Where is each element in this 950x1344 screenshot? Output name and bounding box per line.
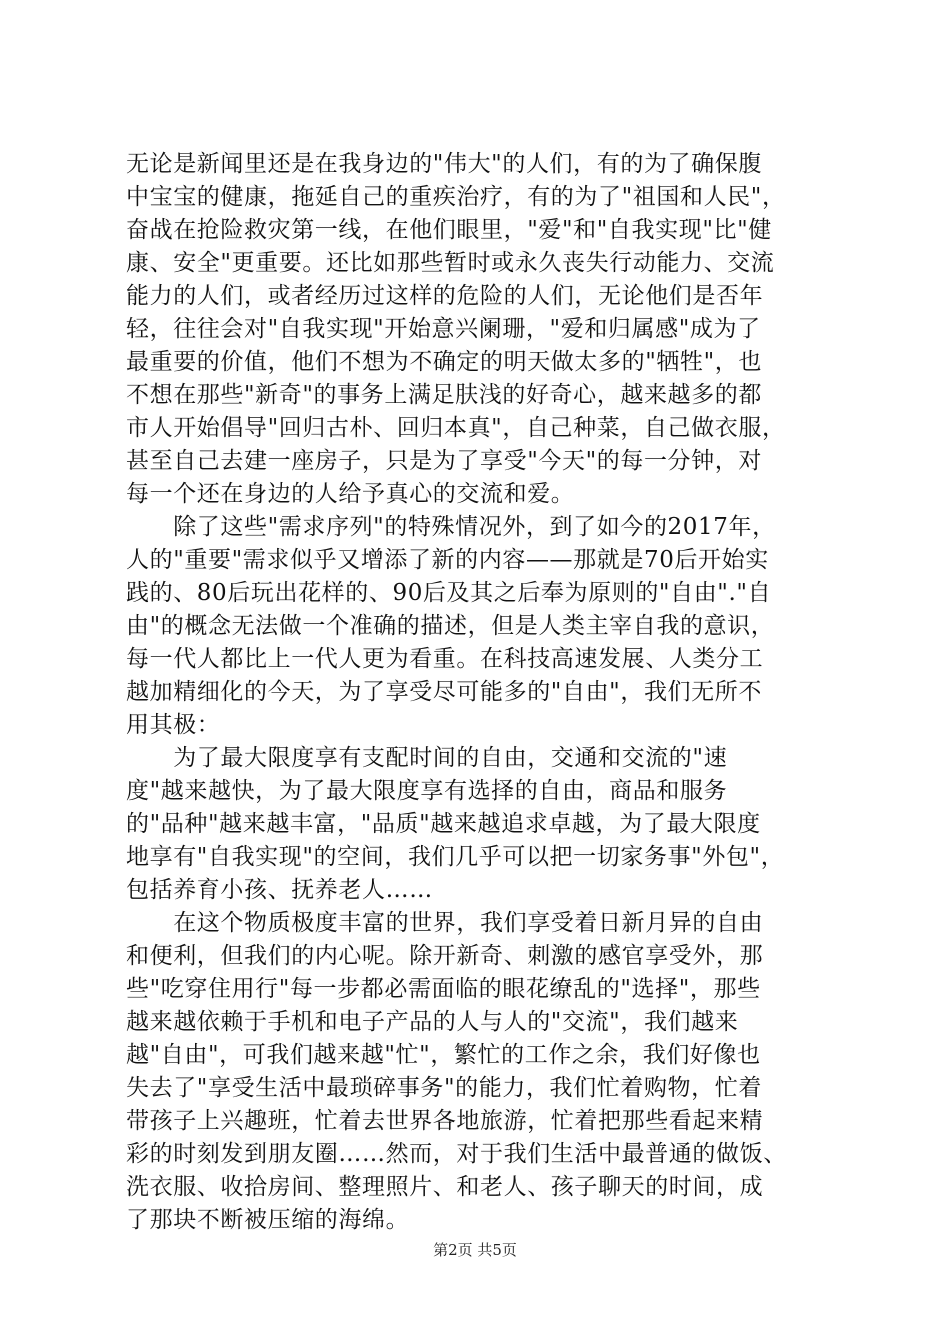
- text-line: 践的、80后玩出花样的、90后及其之后奉为原则的"自由"."自: [126, 580, 772, 606]
- text-line: 奋战在抢险救灾第一线，在他们眼里，"爱"和"自我实现"比"健: [126, 217, 772, 243]
- text-line: 由"的概念无法做一个准确的描述，但是人类主宰自我的意识，: [126, 613, 775, 639]
- text-line: 最重要的价值，他们不想为不确定的明天做太多的"牺牲"，也: [126, 349, 762, 375]
- text-line: 包括养育小孩、抚养老人……: [126, 877, 433, 903]
- page-footer: 第2页 共5页: [433, 1241, 517, 1259]
- text-line: 些"吃穿住用行"每一步都必需面临的眼花缭乱的"选择"，那些: [126, 976, 761, 1002]
- text-line: 甚至自己去建一座房子，只是为了享受"今天"的每一分钟，对: [126, 448, 762, 474]
- text-line: 能力的人们，或者经历过这样的危险的人们，无论他们是否年: [126, 283, 764, 309]
- text-line: 中宝宝的健康，拖延自己的重疾治疗，有的为了"祖国和人民"，: [126, 184, 786, 210]
- text-line: 不想在那些"新奇"的事务上满足肤浅的好奇心，越来越多的都: [126, 382, 762, 408]
- text-line: 和便利，但我们的内心呢。除开新奇、刺激的感官享受外，那: [126, 943, 764, 969]
- text-line: 轻，往往会对"自我实现"开始意兴阑珊，"爱和归属感"成为了: [126, 316, 761, 342]
- text-line: 越来越依赖于手机和电子产品的人与人的"交流"，我们越来: [126, 1009, 739, 1035]
- text-line: 的"品种"越来越丰富，"品质"越来越追求卓越，为了最大限度: [126, 811, 761, 837]
- text-line: 用其极：: [126, 712, 221, 738]
- text-line: 市人开始倡导"回归古朴、回归本真"，自己种菜，自己做衣服，: [126, 415, 786, 441]
- text-line: 洗衣服、收拾房间、整理照片、和老人、孩子聊天的时间，成: [126, 1174, 764, 1200]
- text-line: 每一代人都比上一代人更为看重。在科技高速发展、人类分工: [126, 646, 764, 672]
- text-line: 人的"重要"需求似乎又增添了新的内容——那就是70后开始实: [126, 547, 769, 573]
- text-line: 康、安全"更重要。还比如那些暂时或永久丧失行动能力、交流: [126, 250, 775, 276]
- text-line: 彩的时刻发到朋友圈……然而，对于我们生活中最普通的做饭、: [126, 1141, 787, 1167]
- body-text: [126, 148, 836, 1237]
- text-line: 失去了"享受生活中最琐碎事务"的能力，我们忙着购物，忙着: [126, 1075, 762, 1101]
- text-line: 越加精细化的今天，为了享受尽可能多的"自由"，我们无所不: [126, 679, 762, 705]
- text-line: 为了最大限度享有支配时间的自由，交通和交流的"速: [126, 745, 728, 771]
- text-line: 带孩子上兴趣班，忙着去世界各地旅游，忙着把那些看起来精: [126, 1108, 764, 1134]
- text-line: 了那块不断被压缩的海绵。: [126, 1207, 410, 1233]
- text-line: 每一个还在身边的人给予真心的交流和爱。: [126, 481, 575, 507]
- text-line: 在这个物质极度丰富的世界，我们享受着日新月异的自由: [126, 910, 764, 936]
- text-line: 地享有"自我实现"的空间，我们几乎可以把一切家务事"外包"，: [126, 844, 785, 870]
- text-line: 度"越来越快，为了最大限度享有选择的自由，商品和服务: [126, 778, 728, 804]
- text-line: 除了这些"需求序列"的特殊情况外，到了如今的2017年，: [126, 514, 776, 540]
- text-line: 越"自由"，可我们越来越"忙"，繁忙的工作之余，我们好像也: [126, 1042, 761, 1068]
- text-line: 无论是新闻里还是在我身边的"伟大"的人们，有的为了确保腹: [126, 151, 762, 177]
